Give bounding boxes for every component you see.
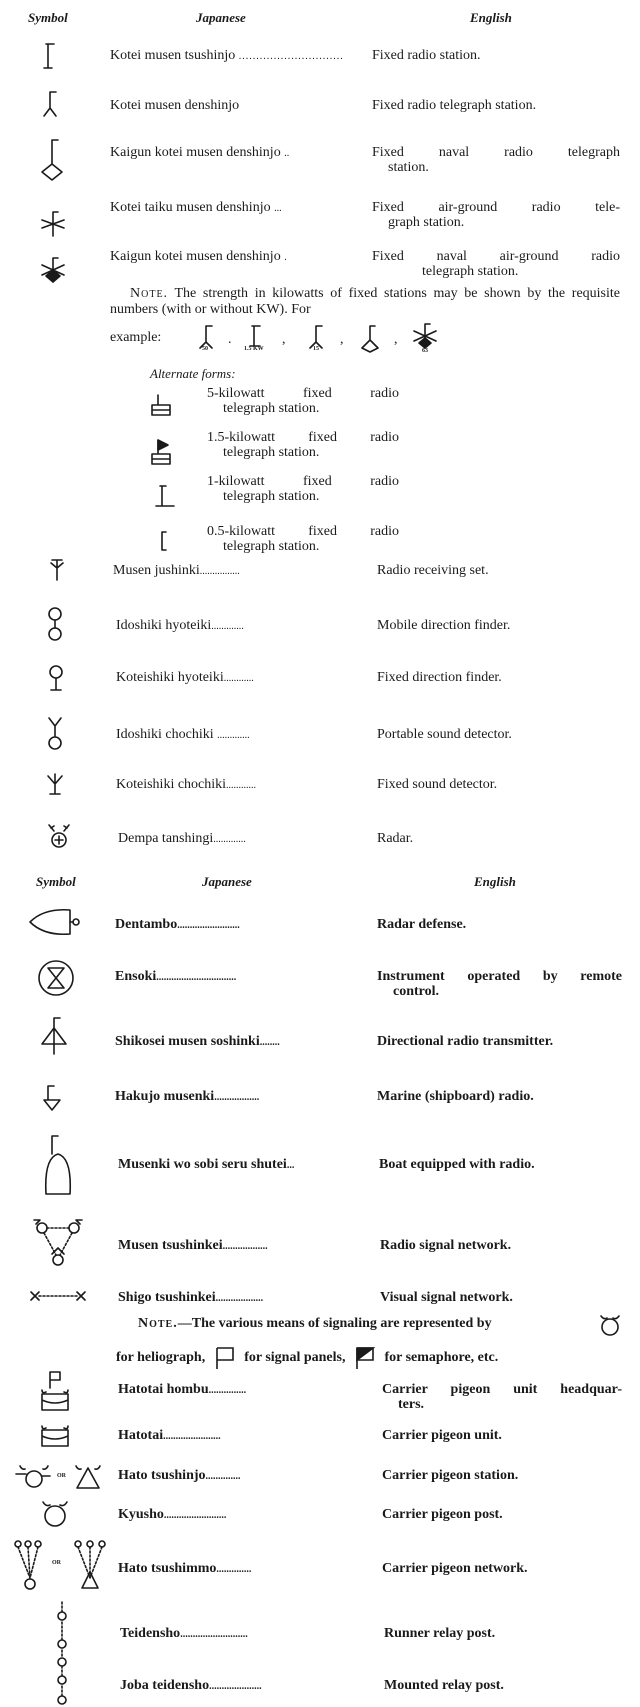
row-english: Instrument operated by remote control. <box>377 969 622 999</box>
marine-radio-icon <box>40 1084 66 1114</box>
column-header-japanese: Japanese <box>196 10 246 25</box>
row-japanese: Hatotai hombu............... <box>118 1382 247 1397</box>
naval-air-ground-radio-icon <box>38 256 68 286</box>
kilowatt-example-icon <box>196 324 220 354</box>
row-english: Mounted relay post. <box>384 1678 504 1693</box>
half-kilowatt-station-icon <box>156 530 176 554</box>
kilowatt-example-icon <box>358 324 382 354</box>
fixed-radio-station-icon <box>40 42 60 70</box>
radar-defense-icon <box>26 906 84 938</box>
row-english: Runner relay post. <box>384 1626 496 1641</box>
alternate-item: 1-kilowatt fixed radio telegraph station. <box>207 474 399 504</box>
row-japanese: Ensoki................................ <box>115 969 237 984</box>
pigeon-post-icon <box>40 1498 70 1530</box>
row-english: Radar. <box>377 831 414 846</box>
row-english: Carrier pigeon unit headquar- ters. <box>382 1382 622 1412</box>
row-japanese: Hato tsushimmo.............. <box>118 1561 252 1576</box>
semaphore-icon <box>353 1346 377 1370</box>
one-point-five-kilowatt-station-icon <box>150 438 174 468</box>
alternate-forms-header: Alternate forms: <box>150 366 236 381</box>
alternate-item: 1.5-kilowatt fixed radio telegraph station. <box>207 430 399 460</box>
separator: , <box>282 332 286 347</box>
row-english: Carrier pigeon unit. <box>382 1428 502 1443</box>
column-header-english: English <box>474 874 516 889</box>
row-japanese: Dempa tanshingi............. <box>118 831 246 846</box>
row-japanese: Hato tsushinjo.............. <box>118 1468 241 1483</box>
row-japanese: Musenki wo sobi seru shutei... <box>118 1157 295 1172</box>
radio-network-icon <box>28 1214 88 1272</box>
row-english: Portable sound detector. <box>377 727 512 742</box>
heliograph-icon <box>598 1312 622 1338</box>
alternate-item: 0.5-kilowatt fixed radio telegraph station. <box>207 524 399 554</box>
column-header-japanese: Japanese <box>202 874 252 889</box>
row-japanese: Kaigun kotei musen denshinjo .. <box>110 145 290 160</box>
radio-telegraph-icon <box>40 90 62 120</box>
column-header-symbol: Symbol <box>28 10 68 25</box>
remote-control-icon <box>36 958 76 998</box>
row-japanese: Musen jushinki................ <box>113 563 240 578</box>
row-japanese: Hakujo musenki.................. <box>115 1089 260 1104</box>
signal-panel-icon <box>213 1346 237 1370</box>
example-mark: 1.5 KW <box>244 346 264 352</box>
fixed-sound-detector-icon <box>44 772 66 798</box>
row-japanese: Dentambo......................... <box>115 917 240 932</box>
pigeon-unit-icon <box>38 1422 74 1450</box>
row-japanese: Kotei musen denshinjo <box>110 98 240 113</box>
fixed-direction-finder-icon <box>46 664 66 694</box>
radio-receiver-icon <box>46 558 68 584</box>
note-signaling: Note.—The various means of signaling are represented by <box>138 1316 492 1331</box>
air-ground-radio-icon <box>38 210 68 240</box>
row-english: Fixed air-ground radio tele- graph station. <box>372 200 620 230</box>
example-mark: 63 <box>422 348 428 354</box>
example-mark: 50 <box>202 346 208 352</box>
row-japanese: Idoshiki chochiki ............. <box>116 727 250 742</box>
row-english: Marine (shipboard) radio. <box>377 1089 534 1104</box>
runner-relay-icon <box>52 1600 72 1706</box>
row-english: Fixed direction finder. <box>377 670 502 685</box>
row-japanese: Koteishiki chochiki............ <box>116 777 257 792</box>
alternate-item: 5-kilowatt fixed radio telegraph station. <box>207 386 399 416</box>
naval-radio-telegraph-icon <box>36 138 68 182</box>
row-english: Radar defense. <box>377 917 467 932</box>
row-english: Carrier pigeon network. <box>382 1561 528 1576</box>
row-japanese: Kyusho......................... <box>118 1507 227 1522</box>
pigeon-hq-icon <box>36 1370 74 1414</box>
row-japanese: Hatotai....................... <box>118 1428 221 1443</box>
row-japanese: Musen tsushinkei.................. <box>118 1238 268 1253</box>
row-japanese: Koteishiki hyoteiki............ <box>116 670 254 685</box>
row-english: Visual signal network. <box>380 1290 513 1305</box>
row-english: Mobile direction finder. <box>377 618 511 633</box>
row-english: Carrier pigeon station. <box>382 1468 519 1483</box>
or-label: OR <box>57 1473 66 1479</box>
portable-sound-detector-icon <box>44 716 66 752</box>
or-label: OR <box>52 1560 61 1566</box>
row-japanese: Kaigun kotei musen denshinjo . <box>110 249 287 264</box>
row-english: Fixed sound detector. <box>377 777 498 792</box>
column-header-symbol: Symbol <box>36 874 76 889</box>
five-kilowatt-station-icon <box>150 393 174 419</box>
radar-icon <box>46 822 72 850</box>
note-signaling-line2: for heliograph, for signal panels, for semaphore, etc. <box>116 1346 498 1370</box>
row-japanese: Teidensho........................... <box>120 1626 248 1641</box>
pigeon-network-icon <box>10 1538 110 1596</box>
row-english: Fixed radio station. <box>372 48 481 63</box>
mobile-direction-finder-icon <box>44 606 66 642</box>
row-english: Boat equipped with radio. <box>379 1157 535 1172</box>
radio-boat-icon <box>38 1134 78 1200</box>
separator: , <box>340 332 344 347</box>
separator: , <box>394 332 398 347</box>
column-header-english: English <box>470 10 512 25</box>
row-english: Fixed naval air-ground radio telegraph station. <box>372 249 620 279</box>
row-japanese: Joba teidensho..................... <box>120 1678 262 1693</box>
row-japanese: Kotei taiku musen denshinjo ... <box>110 200 282 215</box>
example-mark: 15 <box>313 346 319 352</box>
separator: . <box>228 332 232 347</box>
note-example-label: example: <box>110 330 162 345</box>
row-japanese: Kotei musen tsushinjo .............................. <box>110 48 344 63</box>
row-japanese: Shigo tsushinkei................... <box>118 1290 264 1305</box>
row-english: Directional radio transmitter. <box>377 1034 554 1049</box>
row-english: Radio receiving set. <box>377 563 489 578</box>
row-japanese: Idoshiki hyoteiki............. <box>116 618 244 633</box>
row-english: Radio signal network. <box>380 1238 512 1253</box>
row-english: Carrier pigeon post. <box>382 1507 503 1522</box>
row-japanese: Shikosei musen soshinki........ <box>115 1034 280 1049</box>
visual-network-icon <box>28 1288 88 1306</box>
row-english: Fixed naval radio telegraph station. <box>372 145 620 175</box>
note-kilowatts: Note. The strength in kilowatts of fixed stations may be shown by the requisite numbers (with or without KW). For <box>110 286 621 317</box>
directional-transmitter-icon <box>36 1014 72 1056</box>
one-kilowatt-station-icon <box>154 484 178 510</box>
row-english: Fixed radio telegraph station. <box>372 98 537 113</box>
